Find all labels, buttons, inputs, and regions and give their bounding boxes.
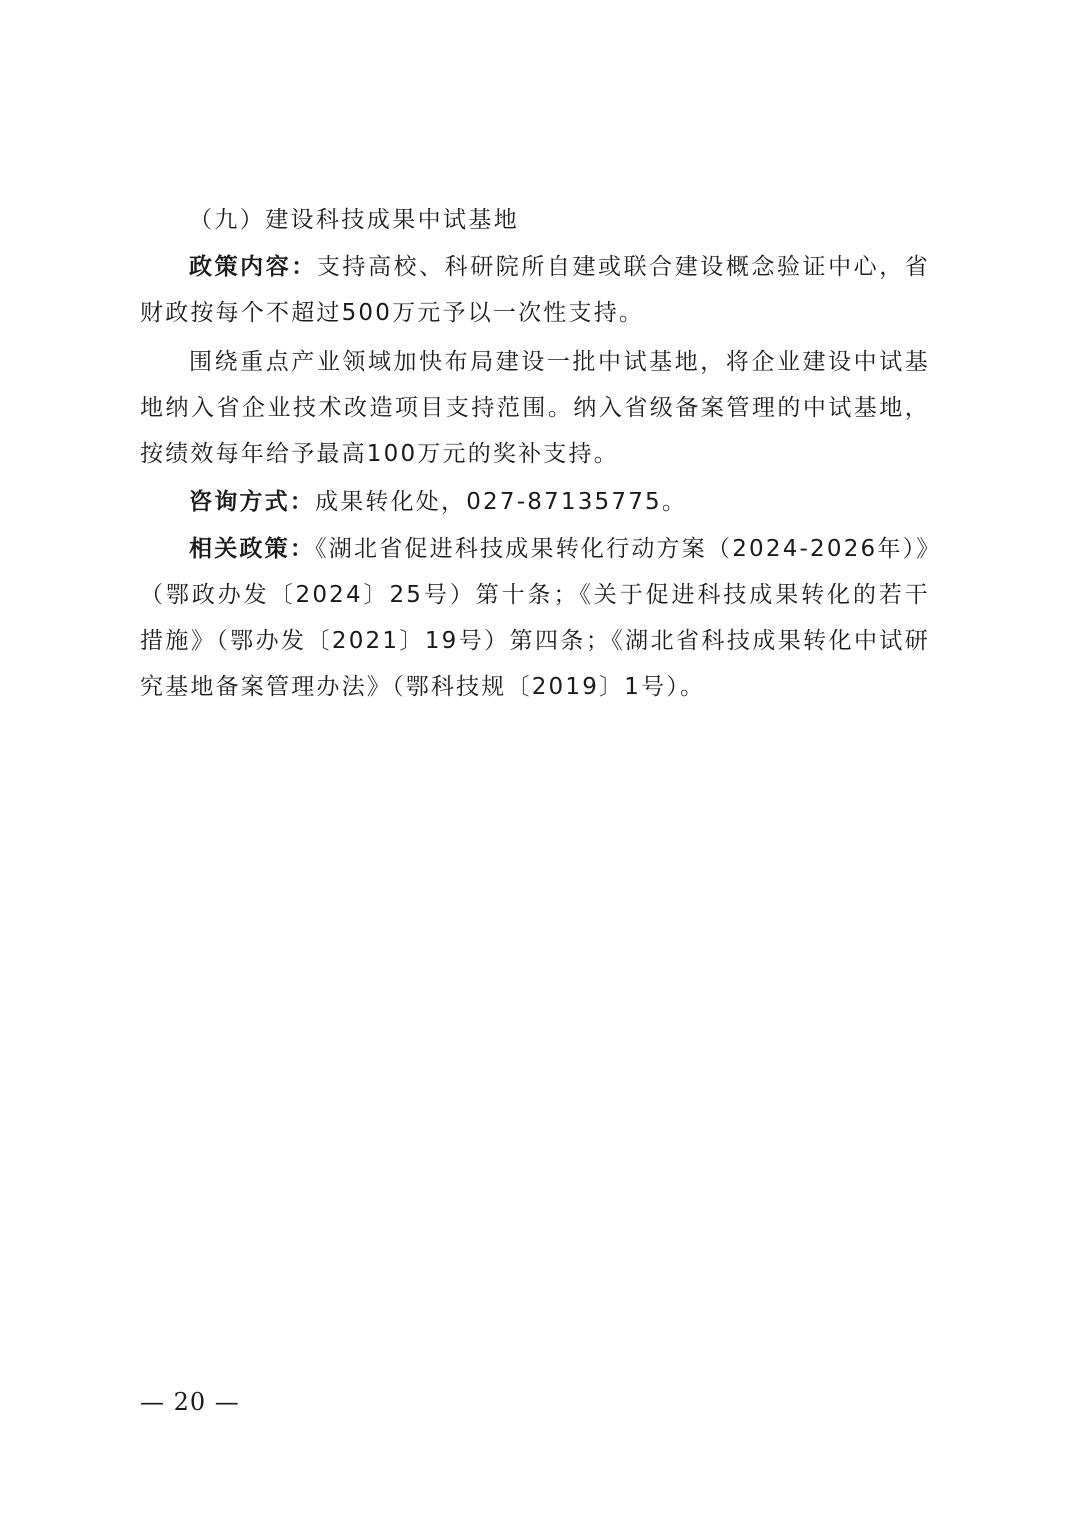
policy-content-paragraph (140, 244, 930, 336)
related-policies-paragraph (140, 526, 930, 710)
paragraph-text: 支持高校、科研院所自建或联合建设概念验证中心，省财政按每个不超过500万元予以一次性支持。 (140, 254, 930, 326)
contact-paragraph (140, 479, 930, 525)
paragraph-text: 《湖北省促进科技成果转化行动方案（2024-2026年）》（鄂政办发〔2024〕25号）第十条；《关于促进科技成果转化的若干措施》（鄂办发〔2021〕19号）第四条；《湖北省科技成果转化中试研究基地备案管理办法》（鄂科技规〔2019〕1号）。 (140, 536, 931, 700)
paragraph-text: 围绕重点产业领域加快布局建设一批中试基地，将企业建设中试基地纳入省企业技术改造项目支持范围。纳入省级备案管理的中试基地，按绩效每年给予最高100万元的奖补支持。 (140, 349, 930, 467)
paragraph-label: 咨询方式： (189, 489, 315, 515)
paragraph-text: 成果转化处，027-87135775。 (315, 489, 688, 515)
paragraph-label: 相关政策： (189, 536, 316, 562)
pilot-base-paragraph (140, 339, 930, 477)
paragraph-label: 政策内容： (189, 254, 317, 280)
section-heading: （九）建设科技成果中试基地 (189, 207, 520, 233)
page-number: — 20 — (140, 1388, 240, 1416)
